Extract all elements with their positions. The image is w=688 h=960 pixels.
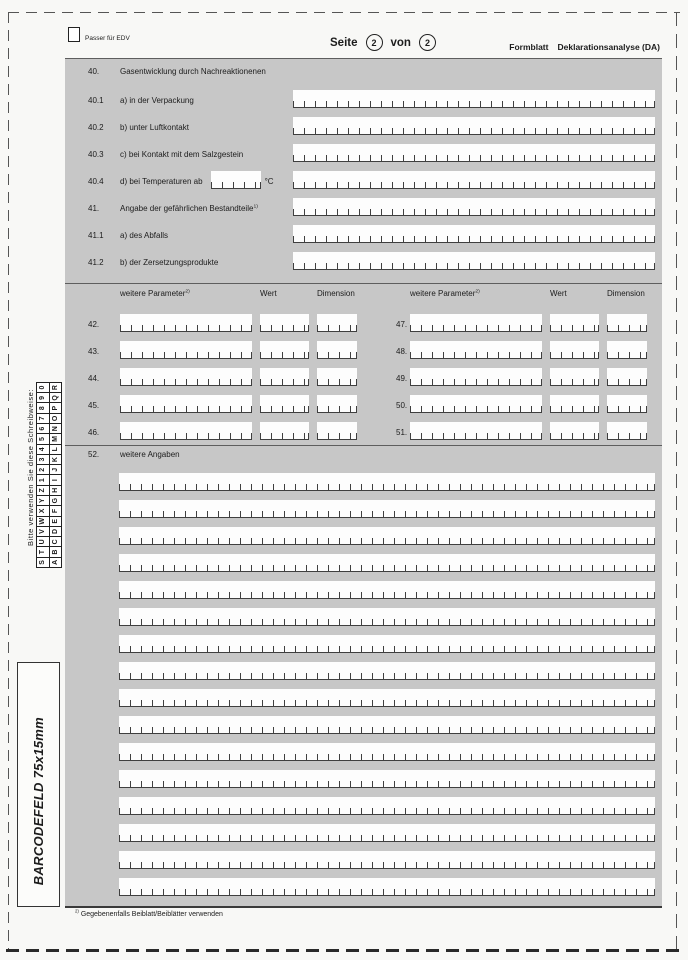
charset-cell: V: [36, 527, 49, 537]
charset-cell: T: [36, 547, 49, 557]
param-column-header: weitere Parameter$^{2)}$: [410, 289, 480, 298]
field-row: [88, 243, 655, 270]
dimension-field[interactable]: [607, 422, 647, 440]
wert-field[interactable]: [260, 422, 309, 440]
parameter-field[interactable]: [120, 341, 252, 359]
charset-row: [36, 382, 49, 568]
charset-cell: 6: [36, 424, 49, 434]
free-text-row: [88, 734, 655, 761]
wert-field[interactable]: [550, 314, 599, 332]
section-52-title: weitere Angaben: [120, 450, 180, 459]
parameter-table-rows: [88, 305, 655, 440]
free-text-row: [88, 761, 655, 788]
free-text-row: [88, 572, 655, 599]
passer-checkbox[interactable]: [68, 27, 80, 42]
charset-cell: 1: [36, 475, 49, 485]
charset-cell: J: [49, 465, 62, 475]
parameter-field[interactable]: [410, 422, 542, 440]
charset-cell: H: [49, 486, 62, 496]
field-number: 41.2: [88, 258, 104, 267]
dimension-field[interactable]: [317, 422, 357, 440]
parameter-field[interactable]: [120, 395, 252, 413]
free-text-row: [88, 680, 655, 707]
charset-cell: 5: [36, 434, 49, 444]
field-label: b) der Zersetzungsprodukte: [120, 258, 219, 267]
free-text-row: [88, 653, 655, 680]
charset-cell: O: [49, 414, 62, 424]
entry-field[interactable]: [293, 252, 655, 270]
parameter-row: [88, 359, 655, 386]
entry-field[interactable]: [293, 198, 655, 216]
row-number: 42.: [88, 320, 100, 329]
free-text-field[interactable]: [119, 716, 655, 734]
field-number: 40.3: [88, 150, 104, 159]
free-text-field[interactable]: [119, 527, 655, 545]
temperature-input-field[interactable]: [211, 171, 261, 189]
free-text-field[interactable]: [119, 662, 655, 680]
row-number: 48.: [396, 347, 408, 356]
charset-cell: E: [49, 517, 62, 527]
field-number: 40.1: [88, 96, 104, 105]
form-name: Deklarationsanalyse (DA): [557, 42, 660, 52]
entry-field[interactable]: [293, 144, 655, 162]
charset-cell: N: [49, 424, 62, 434]
field-label: Angabe der gefährlichen Bestandteile$^{1)}$: [120, 204, 258, 213]
free-text-field[interactable]: [119, 689, 655, 707]
charset-cell: A: [49, 558, 62, 568]
parameter-row: [88, 386, 655, 413]
row-number: 47.: [396, 320, 408, 329]
row-number: 50.: [396, 401, 408, 410]
parameter-row-left: [88, 314, 357, 332]
dimension-field[interactable]: [607, 368, 647, 386]
free-text-field[interactable]: [119, 743, 655, 761]
free-text-field[interactable]: [119, 770, 655, 788]
wert-column-header: Wert: [550, 289, 567, 298]
unit-label: °C: [264, 177, 274, 186]
parameter-row: [88, 305, 655, 332]
von-label: von: [390, 36, 411, 49]
charset-cell: M: [49, 434, 62, 444]
cut-mark-left: [8, 12, 9, 950]
section-52-number: 52.: [88, 450, 100, 459]
field-number: 41.1: [88, 231, 104, 240]
section-40-title-row: [88, 67, 655, 81]
charset-cell: D: [49, 527, 62, 537]
charset-grid: [36, 382, 62, 568]
field-label: c) bei Kontakt mit dem Salzgestein: [120, 150, 244, 159]
cut-mark-top: [8, 12, 680, 13]
dimension-column-header: Dimension: [607, 289, 645, 298]
free-text-field[interactable]: [119, 554, 655, 572]
field-label: d) bei Temperaturen ab: [120, 177, 203, 186]
entry-field[interactable]: [293, 225, 655, 243]
charset-cell: I: [49, 475, 62, 485]
wert-field[interactable]: [260, 314, 309, 332]
row-number: 43.: [88, 347, 100, 356]
parameter-row-left: [88, 422, 357, 440]
free-text-row: [88, 815, 655, 842]
free-text-row: [88, 545, 655, 572]
charset-cell: 3: [36, 455, 49, 465]
section-40-number: 40.: [88, 67, 100, 76]
free-text-field[interactable]: [119, 500, 655, 518]
section-40-41-rows: [88, 81, 655, 270]
dimension-field[interactable]: [317, 368, 357, 386]
free-text-field[interactable]: [119, 635, 655, 653]
field-label: a) in der Verpackung: [120, 96, 194, 105]
barcode-field: [17, 662, 60, 907]
param-column-header: weitere Parameter$^{2)}$: [120, 289, 190, 298]
passer-edv: [68, 27, 130, 42]
footnote: $^{2)}$ Gegebenenfalls Beiblatt/Beiblätter verwenden: [75, 908, 223, 918]
charset-cell: B: [49, 547, 62, 557]
parameter-field[interactable]: [410, 368, 542, 386]
parameter-row: [88, 332, 655, 359]
charset-cell: R: [49, 382, 62, 393]
parameter-row: [88, 413, 655, 440]
parameter-field[interactable]: [120, 368, 252, 386]
entry-field[interactable]: [293, 90, 655, 108]
wert-column-header: Wert: [260, 289, 277, 298]
form-title: [509, 42, 660, 52]
parameter-field[interactable]: [410, 395, 542, 413]
row-number: 49.: [396, 374, 408, 383]
wert-field[interactable]: [260, 368, 309, 386]
parameter-field[interactable]: [120, 422, 252, 440]
charset-cell: X: [36, 506, 49, 516]
parameter-field[interactable]: [120, 314, 252, 332]
charset-cell: Q: [49, 393, 62, 403]
wert-field[interactable]: [550, 422, 599, 440]
row-number: 46.: [88, 428, 100, 437]
charset-cell: 9: [36, 393, 49, 403]
field-row: [88, 216, 655, 243]
free-text-row: [88, 788, 655, 815]
row-number: 45.: [88, 401, 100, 410]
field-label: a) des Abfalls: [120, 231, 169, 240]
charset-cell: Z: [36, 486, 49, 496]
parameter-field[interactable]: [410, 341, 542, 359]
form-body: [65, 58, 662, 908]
page-total-badge: 2: [419, 34, 436, 51]
free-text-field[interactable]: [119, 581, 655, 599]
field-number: 41.: [88, 204, 100, 213]
charset-cell: K: [49, 455, 62, 465]
parameter-row-right: [396, 422, 647, 440]
charset-cell: 8: [36, 404, 49, 414]
parameter-row-left: [88, 395, 357, 413]
charset-cell: 7: [36, 414, 49, 424]
entry-field[interactable]: [293, 117, 655, 135]
dimension-field[interactable]: [317, 341, 357, 359]
cut-mark-right: [676, 12, 677, 950]
handwriting-instruction: Bitte verwenden Sie diese Schreibweise:: [26, 389, 35, 546]
wert-field[interactable]: [550, 395, 599, 413]
parameter-table-header-right: [396, 289, 647, 298]
charset-row: [49, 382, 62, 568]
free-text-row: [88, 491, 655, 518]
dimension-field[interactable]: [607, 314, 647, 332]
free-text-field[interactable]: [119, 608, 655, 626]
seite-label: Seite: [330, 36, 358, 49]
charset-cell: P: [49, 404, 62, 414]
free-text-row: [88, 518, 655, 545]
charset-cell: 4: [36, 445, 49, 455]
parameter-row-right: [396, 368, 647, 386]
wert-field[interactable]: [260, 395, 309, 413]
field-row: [88, 108, 655, 135]
free-text-row: [88, 626, 655, 653]
charset-cell: S: [36, 558, 49, 568]
section-52: [65, 445, 662, 907]
free-text-field[interactable]: [119, 878, 655, 896]
field-row: [88, 189, 655, 216]
dimension-field[interactable]: [317, 314, 357, 332]
parameter-field[interactable]: [410, 314, 542, 332]
row-number: 44.: [88, 374, 100, 383]
field-label: b) unter Luftkontakt: [120, 123, 189, 132]
formblatt-label: Formblatt: [509, 42, 549, 52]
cut-mark-bottom: [6, 949, 682, 952]
footnote-ref: 1): [253, 204, 258, 210]
barcode-label: BARCODEFELD 75x15mm: [31, 717, 46, 886]
wert-field[interactable]: [260, 341, 309, 359]
parameter-table-header: [88, 289, 655, 305]
section-40-title: Gasentwicklung durch Nachreaktionenen: [120, 67, 266, 76]
charset-cell: U: [36, 537, 49, 547]
parameter-row-right: [396, 314, 647, 332]
free-text-field[interactable]: [119, 851, 655, 869]
free-text-field[interactable]: [119, 473, 655, 491]
charset-cell: 2: [36, 465, 49, 475]
charset-cell: Y: [36, 496, 49, 506]
dimension-field[interactable]: [607, 341, 647, 359]
charset-cell: L: [49, 445, 62, 455]
page-current-badge: 2: [366, 34, 383, 51]
field-row: [88, 135, 655, 162]
charset-cell: G: [49, 496, 62, 506]
charset-cell: C: [49, 537, 62, 547]
free-text-row: [88, 599, 655, 626]
charset-cell: 0: [36, 382, 49, 393]
dimension-column-header: Dimension: [317, 289, 355, 298]
free-text-row: [88, 842, 655, 869]
entry-field[interactable]: [293, 171, 655, 189]
free-text-row: [88, 869, 655, 896]
section-52-title-row: [88, 450, 655, 464]
parameter-row-right: [396, 395, 647, 413]
charset-cell: W: [36, 517, 49, 527]
parameter-row-right: [396, 341, 647, 359]
parameter-table: [65, 283, 662, 445]
field-row: [88, 162, 655, 189]
page-indicator: [330, 34, 436, 51]
field-number: 40.4: [88, 177, 104, 186]
parameter-table-header-left: [88, 289, 357, 298]
dimension-field[interactable]: [607, 395, 647, 413]
row-number: 51.: [396, 428, 408, 437]
section-40-41: [65, 59, 662, 283]
wert-field[interactable]: [550, 368, 599, 386]
wert-field[interactable]: [550, 341, 599, 359]
field-number: 40.2: [88, 123, 104, 132]
free-text-field[interactable]: [119, 824, 655, 842]
parameter-row-left: [88, 341, 357, 359]
free-text-field[interactable]: [119, 797, 655, 815]
passer-label: Passer für EDV: [85, 35, 130, 42]
free-text-row: [88, 464, 655, 491]
field-row: [88, 81, 655, 108]
free-text-row: [88, 707, 655, 734]
parameter-row-left: [88, 368, 357, 386]
section-52-lines: [88, 464, 655, 896]
dimension-field[interactable]: [317, 395, 357, 413]
charset-cell: F: [49, 506, 62, 516]
